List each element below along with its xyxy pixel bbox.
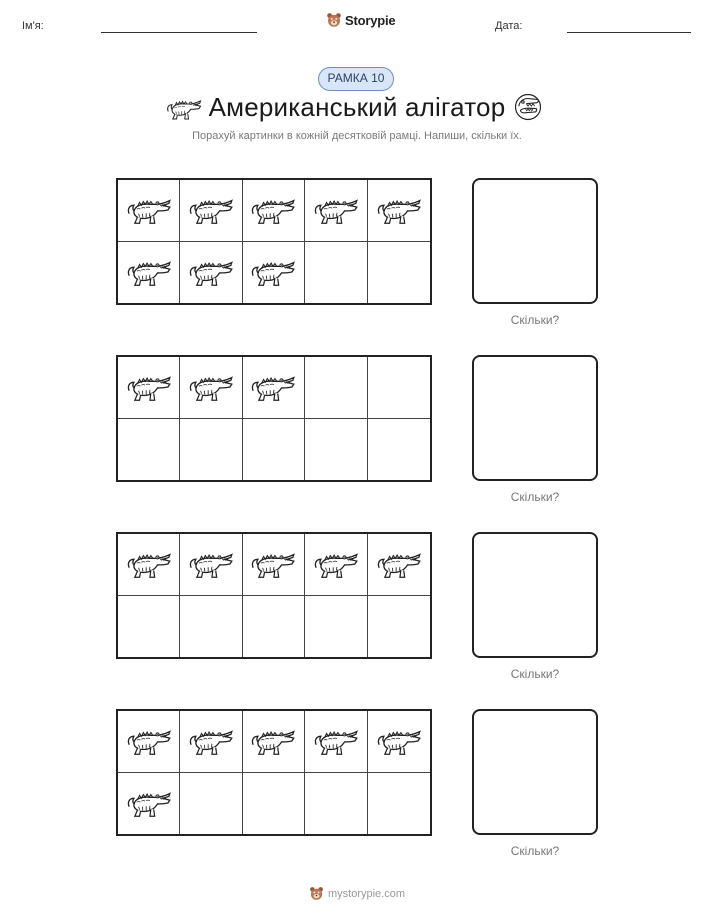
brand-name: Storypie (345, 12, 396, 28)
ten-frame-cell (305, 357, 367, 419)
ten-frame-cell (180, 711, 242, 773)
alligator-icon (126, 547, 172, 581)
page-title: Американський алігатор (208, 92, 506, 122)
ten-frame-cell (305, 534, 367, 596)
instructions: Порахуй картинки в кожній десятковій рамці. Напиши, скільки їх. (192, 130, 522, 142)
ten-frame-cell (305, 711, 367, 773)
alligator-icon (188, 370, 234, 404)
ten-frame-cell (180, 534, 242, 596)
alligator-icon (126, 724, 172, 758)
ten-frame-cell (368, 180, 430, 242)
alligator-icon (188, 193, 234, 227)
alligator-icon (250, 370, 296, 404)
how-many-label: Скільки? (510, 844, 560, 858)
how-many-label: Скільки? (510, 667, 560, 681)
ten-frame-cell (118, 357, 180, 419)
ten-frame-cell (243, 242, 305, 304)
answer-box[interactable] (472, 178, 598, 304)
alligator-icon (250, 255, 296, 289)
alligator-icon (376, 547, 422, 581)
date-label: Дата: (495, 20, 523, 32)
ten-frame-cell (243, 357, 305, 419)
ten-frame-cell (118, 180, 180, 242)
answer-box[interactable] (472, 532, 598, 658)
alligator-icon (188, 724, 234, 758)
ten-frame (116, 178, 432, 305)
ten-frame (116, 709, 432, 836)
ten-frame (116, 532, 432, 659)
ten-frame-cell (118, 711, 180, 773)
alligator-icon (250, 547, 296, 581)
ten-frame-cell (180, 242, 242, 304)
ten-frame-cell (118, 773, 180, 835)
name-write-line[interactable] (101, 32, 257, 33)
alligator-icon (126, 255, 172, 289)
ten-frame-cell (305, 419, 367, 481)
ten-frame-cell (118, 242, 180, 304)
ten-frame-cell (368, 242, 430, 304)
ten-frame-cell (118, 534, 180, 596)
alligator-icon (126, 786, 172, 820)
date-write-line[interactable] (567, 32, 691, 33)
ten-frame-cell (180, 419, 242, 481)
ten-frame-cell (368, 711, 430, 773)
ten-frame-cell (305, 180, 367, 242)
alligator-icon (250, 193, 296, 227)
ten-frame-cell (243, 773, 305, 835)
ten-frame-cell (305, 596, 367, 658)
ten-frame-cell (368, 534, 430, 596)
ten-frame-cell (243, 711, 305, 773)
alligator-icon (250, 724, 296, 758)
ten-frame-cell (368, 357, 430, 419)
level-badge: РАМКА 10 (318, 67, 394, 91)
how-many-label: Скільки? (510, 313, 560, 327)
alligator-icon (376, 724, 422, 758)
ten-frame (116, 355, 432, 482)
footer-site: mystorypie.com (327, 887, 406, 900)
answer-box[interactable] (472, 709, 598, 835)
bear-logo-icon (309, 886, 324, 901)
name-label: Ім'я: (22, 20, 44, 32)
alligator-icon (126, 370, 172, 404)
alligator-icon (313, 724, 359, 758)
answer-box[interactable] (472, 355, 598, 481)
alligator-icon (188, 547, 234, 581)
ten-frame-cell (243, 419, 305, 481)
alligator-icon (313, 547, 359, 581)
alligator-icon (188, 255, 234, 289)
footer (0, 886, 714, 901)
ten-frame-cell (368, 773, 430, 835)
brand-logo (326, 12, 395, 28)
ten-frame-cell (180, 773, 242, 835)
ten-frame-cell (180, 357, 242, 419)
alligator-head-icon (513, 92, 543, 122)
ten-frame-cell (243, 534, 305, 596)
alligator-icon (376, 193, 422, 227)
ten-frame-cell (243, 596, 305, 658)
ten-frame-cell (368, 419, 430, 481)
ten-frame-cell (180, 180, 242, 242)
ten-frame-cell (118, 596, 180, 658)
ten-frame-cell (368, 596, 430, 658)
ten-frame-cell (305, 773, 367, 835)
alligator-icon (126, 193, 172, 227)
bear-logo-icon (326, 12, 342, 28)
ten-frame-cell (305, 242, 367, 304)
how-many-label: Скільки? (510, 490, 560, 504)
ten-frame-cell (243, 180, 305, 242)
alligator-icon (313, 193, 359, 227)
ten-frame-cell (180, 596, 242, 658)
ten-frame-cell (118, 419, 180, 481)
